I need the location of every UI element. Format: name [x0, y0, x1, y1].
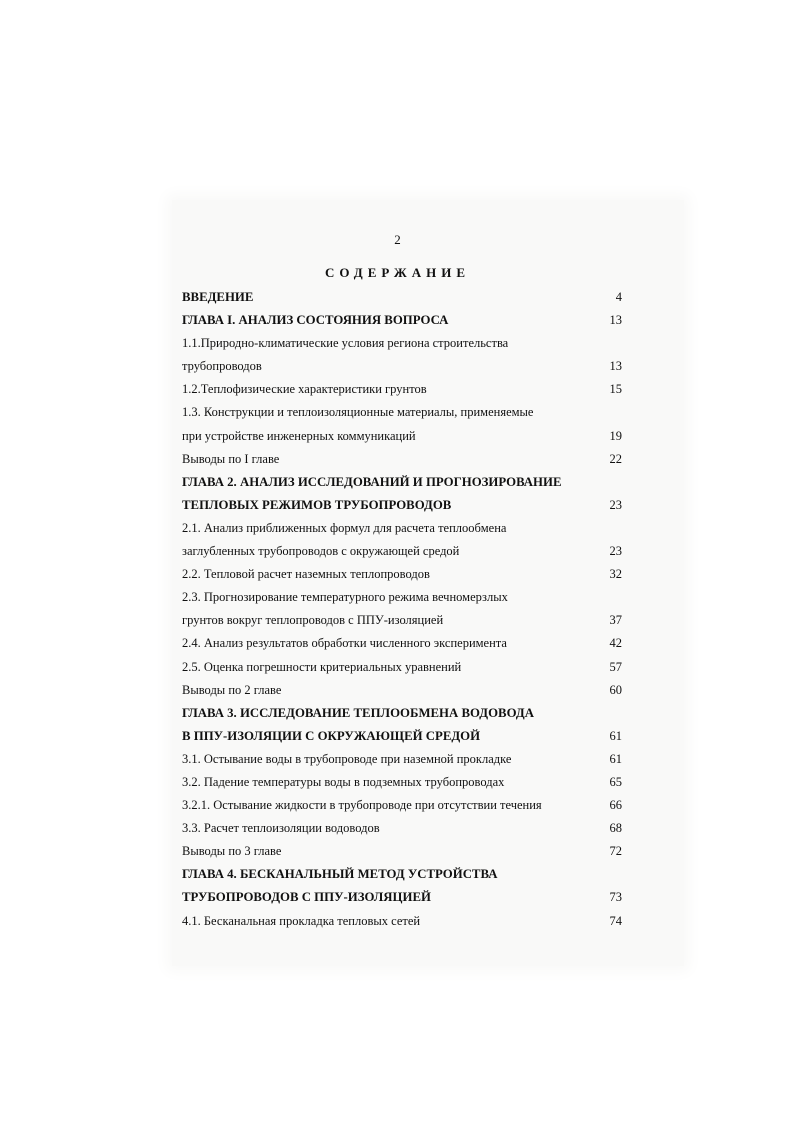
toc-entry-title: грунтов вокруг теплопроводов с ППУ-изоляцией: [182, 613, 444, 628]
toc-entry-page: 42: [609, 636, 622, 651]
toc-entry: [182, 332, 622, 355]
page-number: 2: [394, 232, 401, 247]
toc-entry-page: 37: [609, 613, 622, 628]
toc-entry: [182, 563, 622, 586]
toc-entry: [182, 886, 622, 909]
toc-entry-title: при устройстве инженерных коммуникаций: [182, 428, 416, 443]
toc-entry-title: 4.1. Бесканальная прокладка тепловых сетей: [182, 913, 421, 928]
toc-entry: [182, 494, 622, 517]
toc-entry-title: 1.1.Природно-климатические условия региона строительства: [182, 336, 509, 351]
toc-entry: [182, 355, 622, 378]
toc-entry: [182, 517, 622, 540]
toc-entry-title: ТЕПЛОВЫХ РЕЖИМОВ ТРУБОПРОВОДОВ: [182, 497, 452, 512]
toc-entry-title: 3.2.1. Остывание жидкости в трубопроводе при отсутствии течения: [182, 798, 542, 813]
toc-entry: [182, 863, 622, 886]
toc-entry-page: 4: [615, 290, 622, 304]
toc-entry-title: В ППУ-ИЗОЛЯЦИИ С ОКРУЖАЮЩЕЙ СРЕДОЙ: [182, 728, 481, 743]
toc-entry: [182, 540, 622, 563]
toc-entry: [182, 725, 622, 748]
toc-entry-page: 61: [609, 728, 622, 743]
toc-entry-page: 22: [609, 451, 622, 466]
toc-entry-title: 2.1. Анализ приближенных формул для расчета теплообмена: [182, 520, 507, 535]
toc-entry-page: 19: [609, 428, 622, 443]
toc-entry-page: 74: [609, 913, 622, 928]
toc-entry-page: 66: [609, 798, 622, 813]
toc-entry-title: трубопроводов: [182, 359, 262, 374]
toc-entry-page: 15: [609, 382, 622, 397]
toc-entry: [182, 840, 622, 863]
toc-entry-page: 32: [609, 567, 622, 582]
toc-entry: [182, 401, 622, 424]
toc-entry-page: 73: [609, 890, 622, 905]
toc-entry-page: 72: [609, 844, 622, 859]
toc-entry-title: ГЛАВА 4. БЕСКАНАЛЬНЫЙ МЕТОД УСТРОЙСТВА: [182, 867, 498, 882]
toc-entry-title: ВВЕДЕНИЕ: [182, 290, 254, 304]
toc-entry: [182, 771, 622, 794]
toc-entry-title: 3.3. Расчет теплоизоляции водоводов: [182, 821, 380, 836]
toc-entry-page: 13: [609, 313, 622, 328]
toc-entry: [182, 632, 622, 655]
toc-entry: [182, 586, 622, 609]
toc-entry-title: 3.2. Падение температуры воды в подземных трубопроводах: [182, 774, 505, 789]
toc-entry-title: 1.2.Теплофизические характеристики грунтов: [182, 382, 427, 397]
toc-entry-page: 65: [609, 774, 622, 789]
toc-entry-title: ГЛАВА I. АНАЛИЗ СОСТОЯНИЯ ВОПРОСА: [182, 313, 449, 328]
toc-entry: [182, 425, 622, 448]
toc-entry-title: ГЛАВА 2. АНАЛИЗ ИССЛЕДОВАНИЙ И ПРОГНОЗИРОВАНИЕ: [182, 474, 562, 489]
toc-entry: [182, 679, 622, 702]
toc-entry: [182, 609, 622, 632]
toc-entry-page: 61: [609, 751, 622, 766]
toc-entry: [182, 748, 622, 771]
toc-entry-page: 60: [609, 682, 622, 697]
toc-entry: [182, 656, 622, 679]
toc-entry: [182, 794, 622, 817]
toc-entry-title: ГЛАВА 3. ИССЛЕДОВАНИЕ ТЕПЛООБМЕНА ВОДОВОДА: [182, 705, 534, 720]
toc-entry-title: Выводы по 2 главе: [182, 682, 282, 697]
toc-entry: [182, 817, 622, 840]
toc-entry-title: 2.3. Прогнозирование температурного режима вечномерзлых: [182, 590, 508, 605]
toc-entry: [182, 378, 622, 401]
toc-entry-title: 2.4. Анализ результатов обработки численного эксперимента: [182, 636, 507, 651]
toc-entry: [182, 448, 622, 471]
toc-entry-page: 23: [609, 497, 622, 512]
toc-entry: [182, 702, 622, 725]
toc-entry-title: 1.3. Конструкции и теплоизоляционные материалы, применяемые: [182, 405, 534, 420]
toc-entry-title: 2.5. Оценка погрешности критериальных уравнений: [182, 659, 462, 674]
toc-entry-page: 57: [609, 659, 622, 674]
toc-entry-title: Выводы по 3 главе: [182, 844, 282, 859]
toc-entry-title: Выводы по I главе: [182, 451, 280, 466]
toc-entry: [182, 309, 622, 332]
toc-entry-title: заглубленных трубопроводов с окружающей средой: [182, 544, 460, 559]
toc-entry-page: 13: [609, 359, 622, 374]
toc-heading: СОДЕРЖАНИЕ: [324, 265, 471, 280]
toc-entry: [182, 286, 622, 309]
toc-entry: [182, 910, 622, 933]
toc-entry: [182, 471, 622, 494]
toc-entry-title: 2.2. Тепловой расчет наземных теплопроводов: [182, 567, 430, 582]
toc-entry-title: ТРУБОПРОВОДОВ С ППУ-ИЗОЛЯЦИЕЙ: [182, 890, 431, 905]
toc-entry-page: 68: [609, 821, 622, 836]
toc-entry-title: 3.1. Остывание воды в трубопроводе при наземной прокладке: [182, 751, 512, 766]
toc-entry-page: 23: [609, 544, 622, 559]
table-of-contents: [182, 286, 622, 933]
